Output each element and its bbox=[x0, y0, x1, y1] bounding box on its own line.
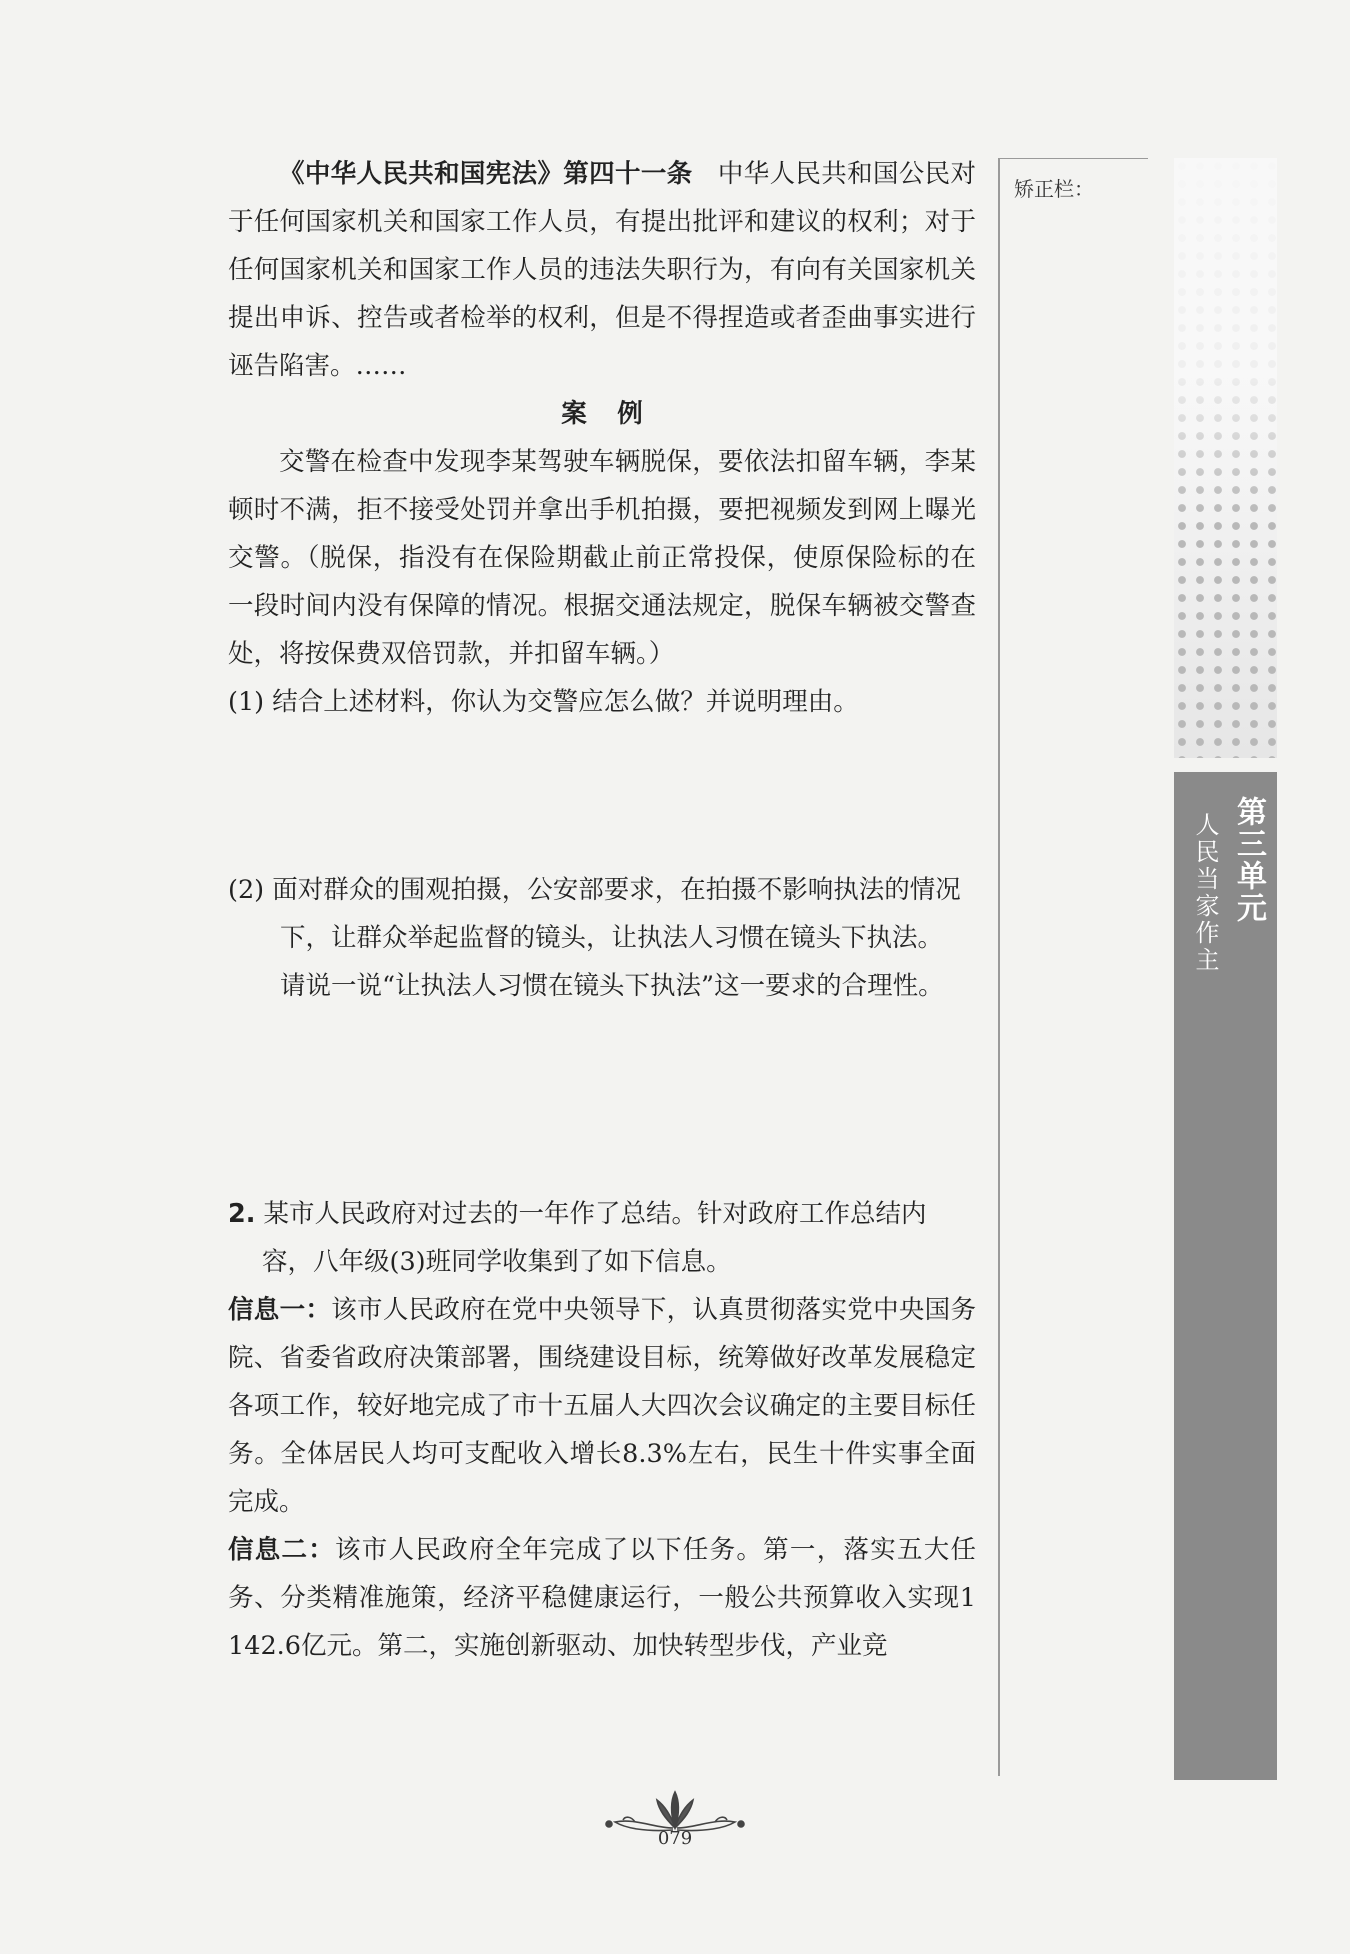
correction-label: 矫正栏： bbox=[1014, 177, 1094, 201]
info-1-text: 该市人民政府在党中央领导下，认真贯彻落实党中央国务院、省委省政府决策部署，围绕建设目标，统筹做好改革发展稳定各项工作，较好地完成了市十五届人大四次会议确定的主要目标任务。全体居民人均可支配收入增长8.3%左右，民生十件实事全面完成。 bbox=[228, 1295, 976, 1517]
case-body: 交警在检查中发现李某驾驶车辆脱保，要依法扣留车辆，李某顿时不满，拒不接受处罚并拿出手机拍摄，要把视频发到网上曝光交警。（脱保，指没有在保险期截止前正常投保，使原保险标的在一段时间内没有保障的情况。根据交通法规定，脱保车辆被交警查处，将按保费双倍罚款，并扣留车辆。） bbox=[228, 447, 976, 669]
unit-title: 第三单元 bbox=[1231, 796, 1266, 924]
info-1-label: 信息一： bbox=[228, 1295, 332, 1325]
info-1 bbox=[228, 1286, 976, 1526]
case-question-1: (1) 结合上述材料，你认为交警应怎么做？并说明理由。 bbox=[228, 687, 859, 717]
case-question-2-sub: 请说一说“让执法人习惯在镜头下执法”这一要求的合理性。 bbox=[280, 971, 944, 1001]
pattern-fade bbox=[1174, 158, 1277, 518]
unit-side-strip bbox=[1174, 158, 1277, 1780]
info-2-text: 该市人民政府全年完成了以下任务。第一，落实五大任务、分类精准施策，经济平稳健康运行，一般公共预算收入实现1 142.6亿元。第二，实施创新驱动、加快转型步伐，产业竞 bbox=[228, 1535, 976, 1661]
correction-column bbox=[1000, 158, 1148, 1777]
question-2-stem bbox=[228, 1190, 976, 1286]
article-reference: 《中华人民共和国宪法》第四十一条 bbox=[279, 159, 693, 189]
page-number: 079 bbox=[657, 1828, 693, 1849]
case-question-2: (2) 面对群众的围观拍摄，公安部要求，在拍摄不影响执法的情况下，让群众举起监督的镜头，让执法人习惯在镜头下执法。 bbox=[228, 875, 961, 953]
case-heading: 案例 bbox=[561, 399, 674, 429]
main-text-column bbox=[228, 150, 976, 1670]
question-2-stem-text: 某市人民政府对过去的一年作了总结。针对政府工作总结内容，八年级(3)班同学收集到了如下信息。 bbox=[262, 1199, 927, 1277]
unit-tab bbox=[1174, 772, 1277, 1780]
question-2-number: 2. bbox=[228, 1199, 256, 1229]
answer-space-1 bbox=[228, 726, 976, 866]
info-2 bbox=[228, 1526, 976, 1670]
unit-subtitle: 人民当家作主 bbox=[1191, 812, 1219, 974]
constitution-article bbox=[228, 150, 976, 390]
answer-space-2 bbox=[228, 1010, 976, 1190]
info-2-label: 信息二： bbox=[228, 1535, 336, 1565]
article-text: 中华人民共和国公民对于任何国家机关和国家工作人员，有提出批评和建议的权利；对于任何国家机关和国家工作人员的违法失职行为，有向有关国家机关提出申诉、控告或者检举的权利，但是不得捏造或者歪曲事实进行诬告陷害。…… bbox=[228, 159, 976, 381]
